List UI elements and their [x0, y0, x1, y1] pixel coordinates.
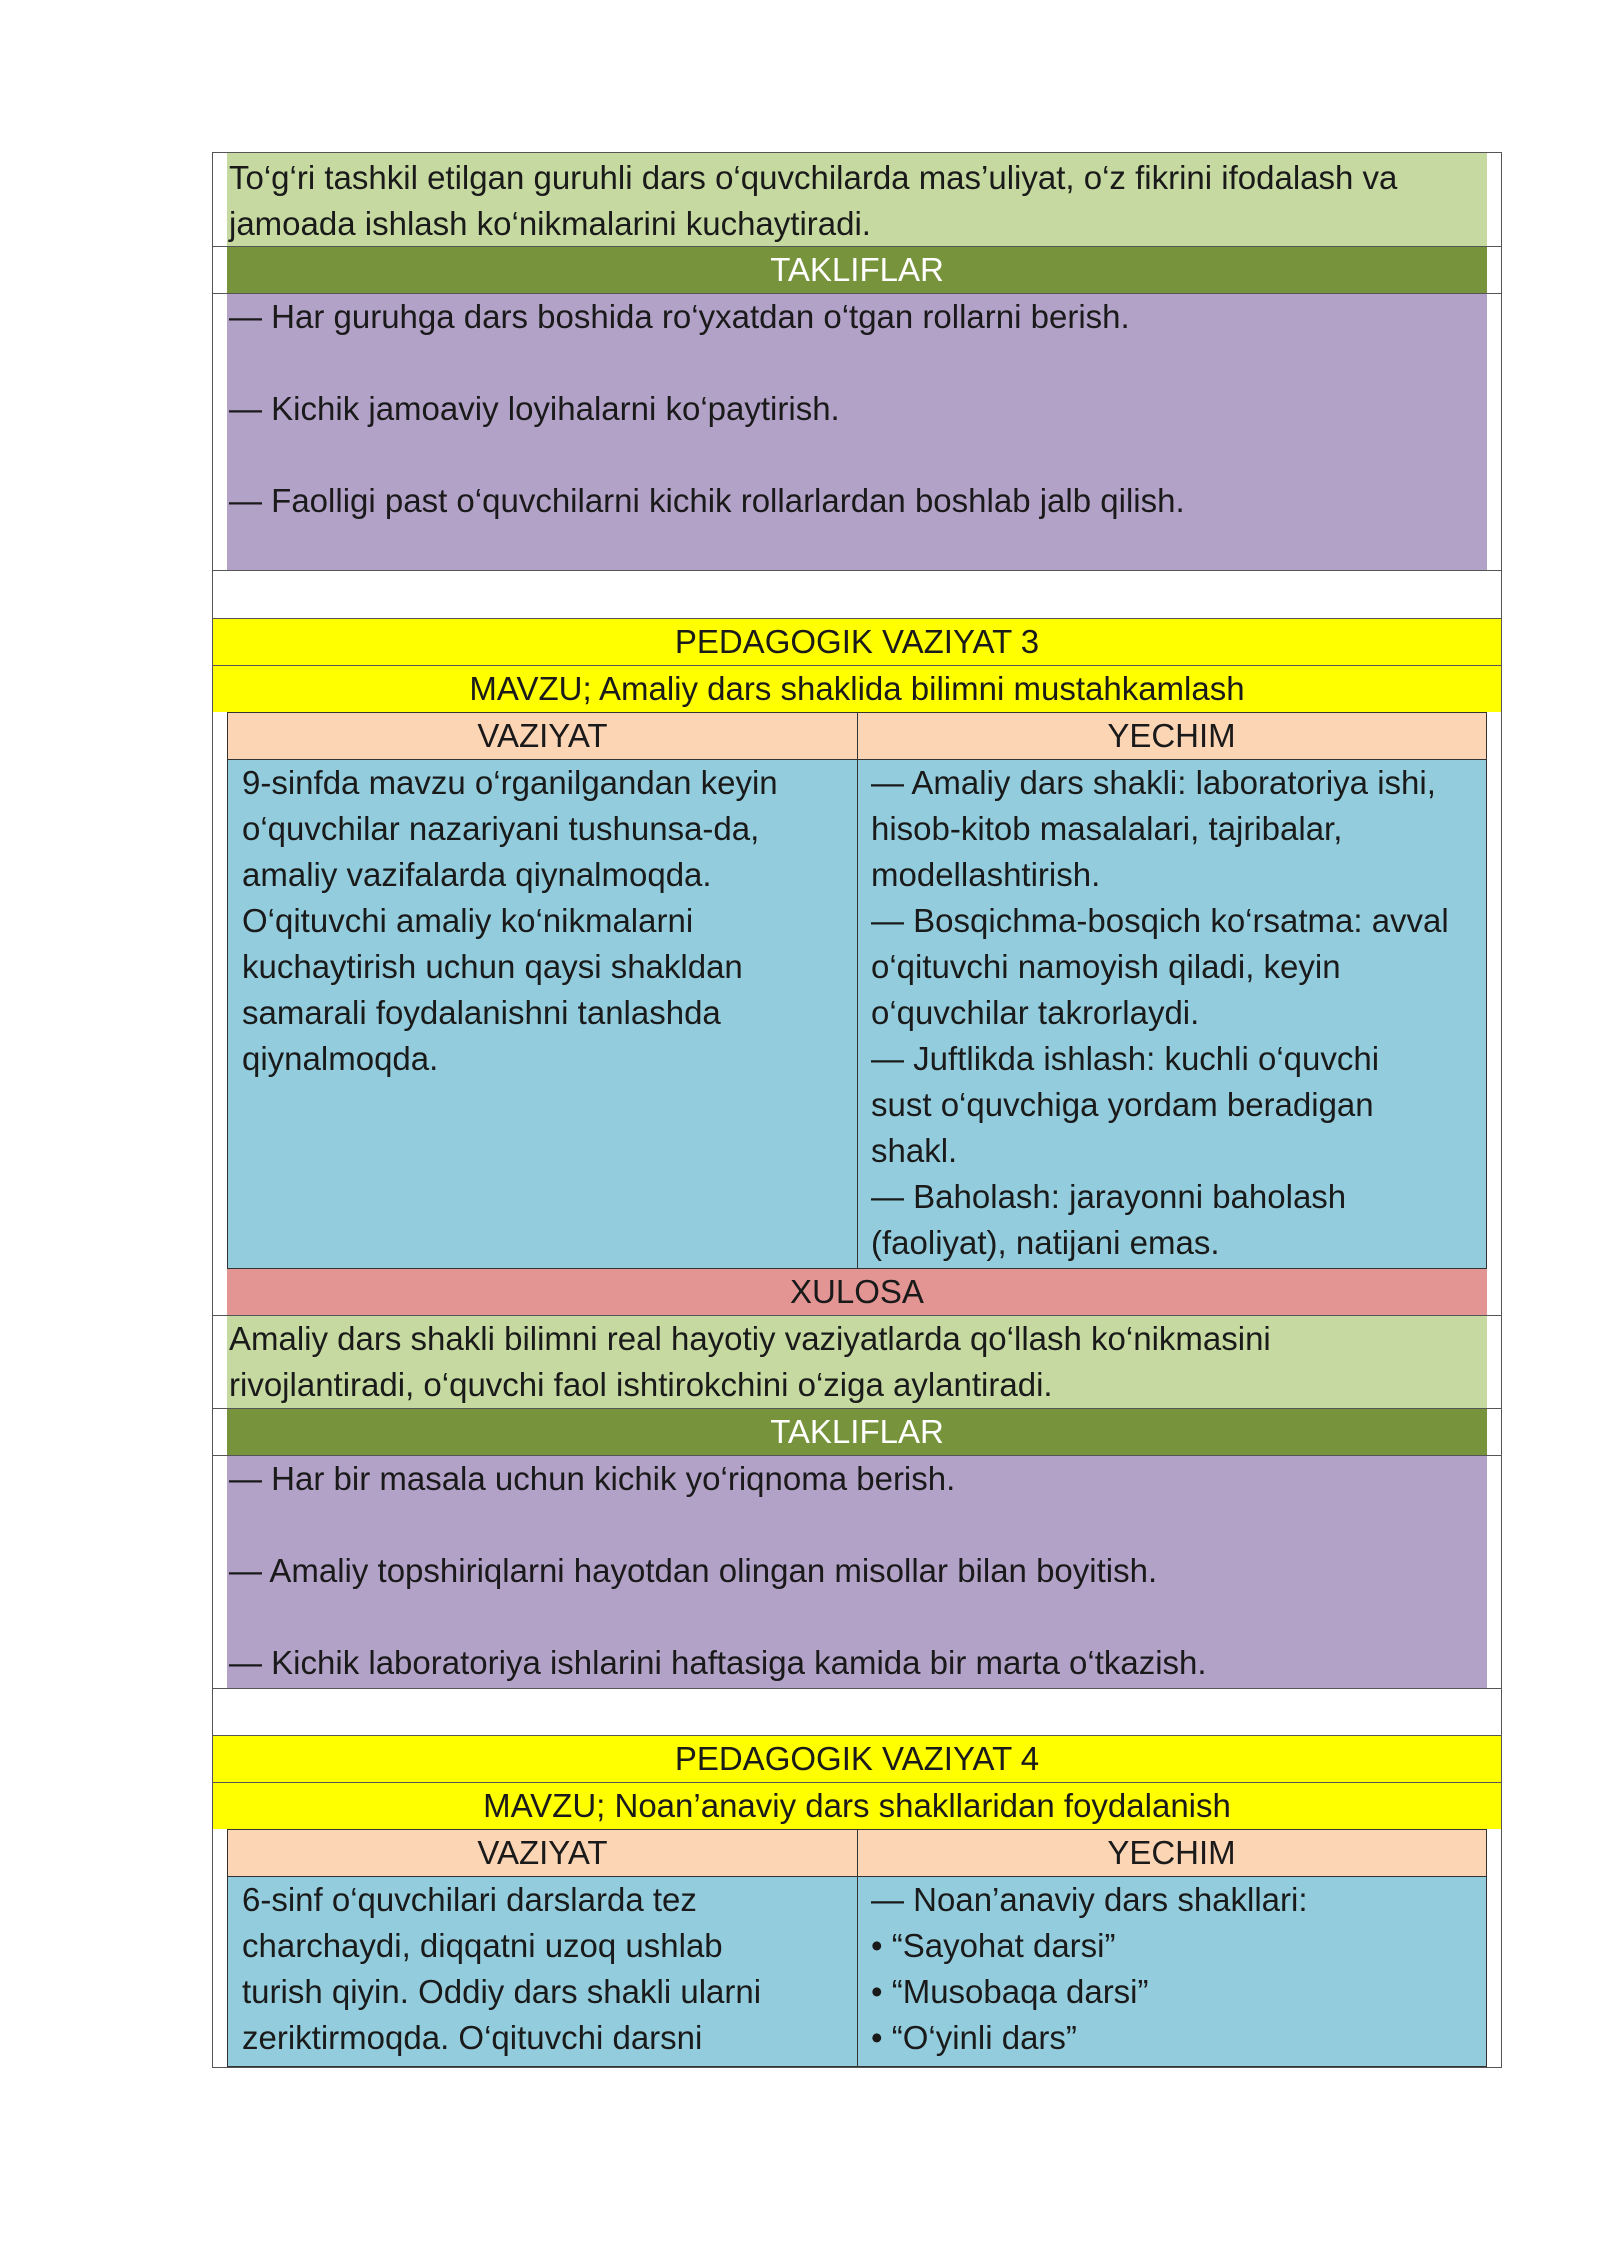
case3-situation-cell [228, 760, 857, 1268]
case4-solution-text [871, 1877, 1308, 2061]
conclusion-line: rivojlantiradi, o‘quvchi faol ishtirokchini o‘ziga aylantiradi. [229, 1366, 1053, 1403]
situation-line: turish qiyin. Oddiy dars shakli ularni [242, 1973, 762, 2010]
solution-line: — Amaliy dars shakli: laboratoriya ishi, [871, 764, 1436, 801]
solution-line: sust o‘quvchiga yordam beradigan [871, 1086, 1374, 1123]
case4-situation-text [242, 1877, 761, 2061]
solution-line: • “Musobaqa darsi” [871, 1973, 1149, 2010]
situation-line: samarali foydalanishni tanlashda [242, 994, 721, 1031]
proposal-item: — Har guruhga dars boshida ro‘yxatdan o‘tgan rollarni berish. [229, 298, 1130, 335]
intro-proposals-row [213, 294, 1501, 570]
case3-proposals-list [229, 1456, 1207, 1686]
case3-topic-row [213, 666, 1501, 712]
proposal-item: — Kichik jamoaviy loyihalarni ko‘paytirish. [229, 390, 840, 427]
case4-title-row [213, 1736, 1501, 1782]
case3-title-row [213, 619, 1501, 665]
situation-line: kuchaytirish uchun qaysi shakldan [242, 948, 743, 985]
case4-col-situation-header: VAZIYAT [477, 1834, 608, 1871]
proposal-item: — Har bir masala uchun kichik yo‘riqnoma berish. [229, 1460, 956, 1497]
case4-topic-row [213, 1783, 1501, 1829]
solution-line: (faoliyat), natijani emas. [871, 1224, 1220, 1261]
case3-col-solution-header-cell [857, 713, 1486, 759]
solution-line: • “Sayohat darsi” [871, 1927, 1116, 1964]
solution-line: — Juftlikda ishlash: kuchli o‘quvchi [871, 1040, 1380, 1077]
solution-line: • “O‘yinli dars” [871, 2019, 1077, 2056]
intro-conclusion-row [213, 153, 1501, 246]
case4-col-solution-header: YECHIM [1107, 1834, 1236, 1871]
case4-col-solution-header-cell [857, 1830, 1486, 1876]
case3-inner-table [227, 712, 1487, 1269]
case4-topic: MAVZU; Noan’anaviy dars shakllaridan foydalanish [483, 1787, 1231, 1824]
case4-inner-table [227, 1829, 1487, 2067]
solution-line: — Noan’anaviy dars shakllari: [871, 1881, 1308, 1918]
case3-situation-text [242, 760, 778, 1082]
solution-line: o‘quvchilar takrorlaydi. [871, 994, 1200, 1031]
case3-topic: MAVZU; Amaliy dars shaklida bilimni mustahkamlash [469, 670, 1245, 707]
solution-line: hisob-kitob masalalari, tajribalar, [871, 810, 1343, 847]
situation-line: O‘qituvchi amaliy ko‘nikmalarni [242, 902, 694, 939]
intro-proposals-list [229, 294, 1185, 524]
solution-line: — Bosqichma-bosqich ko‘rsatma: avval [871, 902, 1449, 939]
case3-conclusion-row [213, 1316, 1501, 1408]
proposal-item: — Faolligi past o‘quvchilarni kichik rollarlardan boshlab jalb qilish. [229, 482, 1185, 519]
situation-line: o‘quvchilar nazariyani tushunsa-da, [242, 810, 760, 847]
case3-title: PEDAGOGIK VAZIYAT 3 [674, 623, 1040, 660]
case3-col-solution-header: YECHIM [1107, 717, 1236, 754]
case3-conclusion-text [229, 1316, 1271, 1408]
situation-line: 6-sinf o‘quvchilari darslarda tez [242, 1881, 697, 1918]
intro-conclusion-line: To‘g‘ri tashkil etilgan guruhli dars o‘quvchilarda mas’uliyat, o‘z fikrini ifodalash va [229, 159, 1398, 196]
intro-conclusion-line: jamoada ishlash ko‘nikmalarini kuchaytiradi. [229, 205, 871, 242]
case4-situation-cell [228, 1877, 857, 2066]
case3-conclusion-header: XULOSA [790, 1273, 924, 1310]
intro-proposals-header: TAKLIFLAR [770, 251, 944, 288]
situation-line: charchaydi, diqqatni uzoq ushlab [242, 1927, 723, 1964]
case4-col-situation-header-cell [228, 1830, 857, 1876]
solution-line: shakl. [871, 1132, 958, 1169]
case3-proposals-row [213, 1456, 1501, 1688]
case4-title: PEDAGOGIK VAZIYAT 4 [674, 1740, 1040, 1777]
situation-line: amaliy vazifalarda qiynalmoqda. [242, 856, 712, 893]
solution-line: — Baholash: jarayonni baholash [871, 1178, 1347, 1215]
situation-line: 9-sinfda mavzu o‘rganilgandan keyin [242, 764, 778, 801]
intro-conclusion-text [229, 155, 1397, 247]
case3-col-situation-header: VAZIYAT [477, 717, 608, 754]
proposal-item: — Amaliy topshiriqlarni hayotdan olingan misollar bilan boyitish. [229, 1552, 1158, 1589]
solution-line: o‘qituvchi namoyish qiladi, keyin [871, 948, 1341, 985]
case3-col-situation-header-cell [228, 713, 857, 759]
case3-solution-cell [857, 760, 1486, 1268]
document-table [212, 152, 1502, 2068]
situation-line: qiynalmoqda. [242, 1040, 439, 1077]
case4-solution-cell [857, 1877, 1486, 2066]
intro-proposals-header-row [213, 247, 1501, 293]
situation-line: zeriktirmoqda. O‘qituvchi darsni [242, 2019, 703, 2056]
proposal-item: — Kichik laboratoriya ishlarini haftasiga kamida bir marta o‘tkazish. [229, 1644, 1207, 1681]
case3-proposals-header: TAKLIFLAR [770, 1413, 944, 1450]
conclusion-line: Amaliy dars shakli bilimni real hayotiy vaziyatlarda qo‘llash ko‘nikmasini [229, 1320, 1271, 1357]
solution-line: modellashtirish. [871, 856, 1101, 893]
case3-conclusion-header-row [213, 1269, 1501, 1315]
case3-proposals-header-row [213, 1409, 1501, 1455]
case3-solution-text [871, 760, 1449, 1266]
